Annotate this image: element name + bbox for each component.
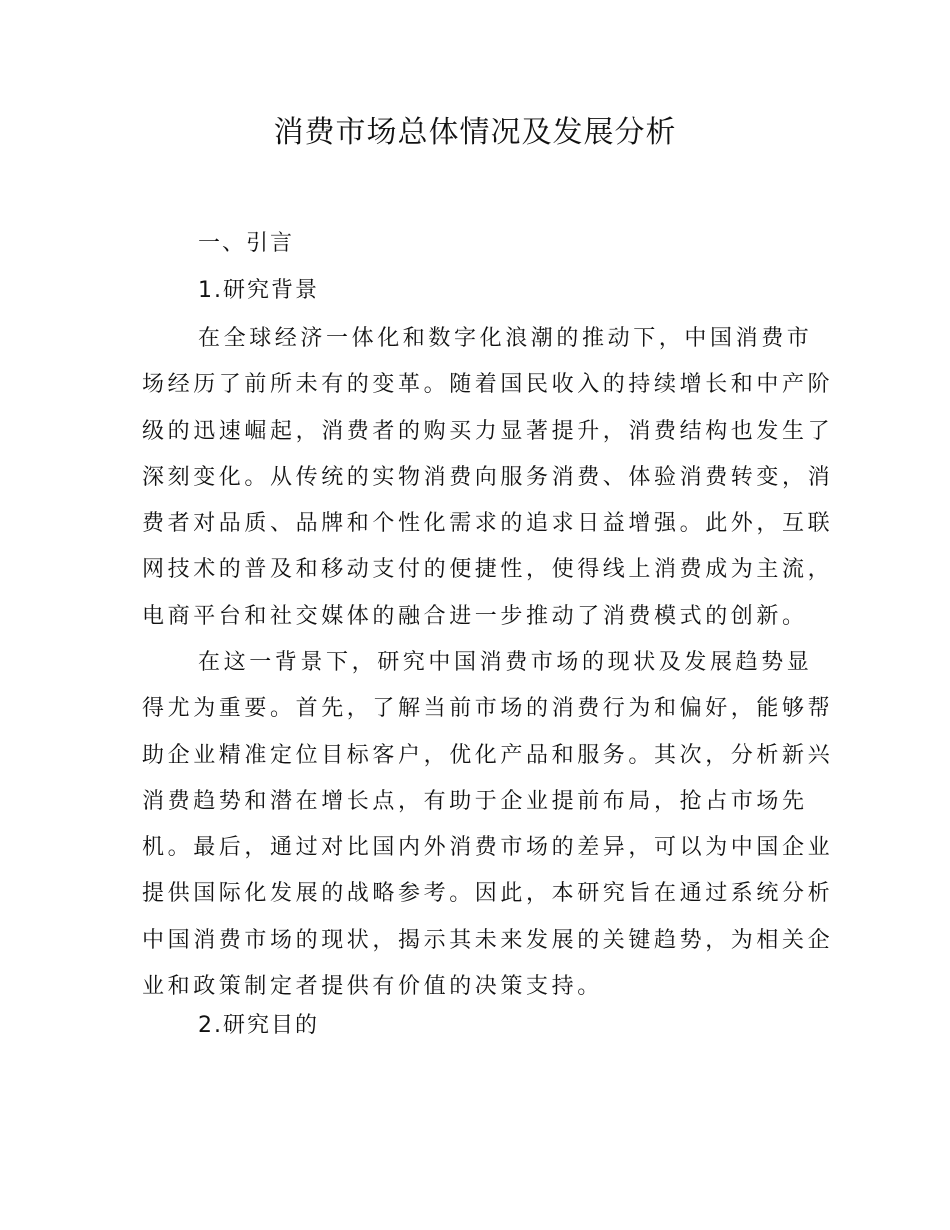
paragraph-line: 深刻变化。从传统的实物消费向服务消费、体验消费转变，消 <box>142 464 834 490</box>
paragraph-line: 得尤为重要。首先，了解当前市场的消费行为和偏好，能够帮 <box>142 696 834 722</box>
paragraph-line: 网技术的普及和移动支付的便捷性，使得线上消费成为主流， <box>142 557 834 583</box>
paragraph-line: 级的迅速崛起，消费者的购买力显著提升，消费结构也发生了 <box>142 418 834 444</box>
section-heading-introduction: 一、引言 <box>198 231 295 256</box>
subsection-heading-objective: 2.研究目的 <box>198 1013 319 1038</box>
paragraph-line: 费者对品质、品牌和个性化需求的追求日益增强。此外，互联 <box>142 511 834 537</box>
paragraph-line: 提供国际化发展的战略参考。因此，本研究旨在通过系统分析 <box>142 881 834 907</box>
paragraph-background <box>142 316 834 640</box>
document-title: 消费市场总体情况及发展分析 <box>273 115 677 150</box>
subsection-heading-background: 1.研究背景 <box>198 278 319 303</box>
paragraph-line: 机。最后，通过对比国内外消费市场的差异，可以为中国企业 <box>142 835 834 861</box>
paragraph-line: 业和政策制定者提供有价值的决策支持。 <box>142 974 603 1000</box>
paragraph-line: 电商平台和社交媒体的融合进一步推动了消费模式的创新。 <box>142 603 808 629</box>
paragraph-line: 在这一背景下，研究中国消费市场的现状及发展趋势显 <box>198 650 813 675</box>
paragraph-line: 消费趋势和潜在增长点，有助于企业提前布局，抢占市场先 <box>142 788 808 814</box>
paragraph-significance <box>142 640 834 1010</box>
paragraph-line: 助企业精准定位目标客户，优化产品和服务。其次，分析新兴 <box>142 742 834 768</box>
paragraph-line: 中国消费市场的现状，揭示其未来发展的关键趋势，为相关企 <box>142 927 834 953</box>
paragraph-line: 在全球经济一体化和数字化浪潮的推动下，中国消费市 <box>198 326 813 351</box>
paragraph-line: 场经历了前所未有的变革。随着国民收入的持续增长和中产阶 <box>142 372 834 398</box>
